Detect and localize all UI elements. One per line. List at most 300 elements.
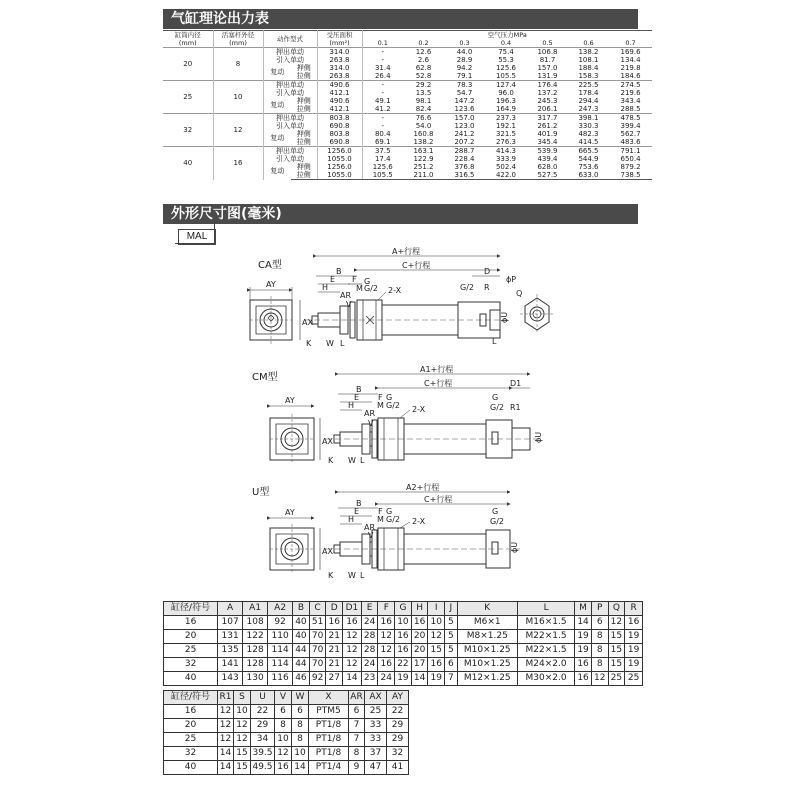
- dimension-value-cell: 143: [218, 672, 243, 686]
- force-value-cell: 105.5: [495, 72, 517, 80]
- force-value-cell: 81.7: [539, 56, 556, 64]
- dimension-value-cell: 15: [608, 644, 625, 658]
- dimension-value-cell: 9: [349, 761, 365, 775]
- force-value-cell: 241.2: [454, 130, 475, 138]
- dimension-value-cell: 28: [361, 630, 378, 644]
- drawing-ca-label: CA型: [258, 260, 282, 271]
- dimension-header-cell: B: [293, 602, 310, 616]
- u-side-view: [326, 482, 520, 580]
- ca-dim: K: [306, 339, 312, 348]
- area-cell: 1055.0: [317, 155, 362, 163]
- force-value-cell: 49.1: [374, 97, 391, 105]
- cm-dim: AY: [285, 396, 295, 405]
- force-value-cell: 106.8: [527, 48, 568, 57]
- ca-dim: L: [340, 339, 345, 348]
- force-value-cell: 82.4: [415, 105, 432, 113]
- dimension-value-cell: 92: [268, 616, 293, 630]
- cm-dim: E: [354, 393, 360, 402]
- dimension-value-cell: 108: [243, 616, 268, 630]
- dimension-value-cell: 7: [445, 672, 457, 686]
- u-dim: E: [354, 507, 360, 516]
- dimension-row: [164, 747, 409, 761]
- force-value-cell: 225.5: [568, 81, 609, 90]
- dimension-value-cell: 15: [234, 747, 251, 761]
- area-cell: 1256.0: [317, 163, 362, 171]
- dimension-value-cell: 12: [343, 630, 362, 644]
- dimension-value-cell: 8: [292, 733, 309, 747]
- u-dim: V: [368, 531, 374, 540]
- force-value-cell: 125.6: [372, 163, 393, 171]
- pressure-col: 0.6: [583, 39, 594, 47]
- rod-cell: 10: [213, 81, 263, 114]
- force-value-cell: 330.3: [578, 122, 599, 130]
- dimension-header-cell: X: [309, 691, 349, 705]
- dimension-value-cell: 7: [349, 719, 365, 733]
- dimension-value-cell: 8: [275, 719, 292, 733]
- dimension-value-cell: PTM5: [309, 705, 349, 719]
- dimension-value-cell: 14: [292, 761, 309, 775]
- force-value-cell: 75.4: [485, 48, 527, 57]
- pressure-header: 空气压力MPa: [362, 31, 652, 40]
- force-value-cell: 274.5: [609, 81, 652, 90]
- force-value-cell: 288.7: [444, 147, 485, 156]
- force-value-cell: 206.1: [537, 105, 558, 113]
- dimension-value-cell: 19: [625, 644, 643, 658]
- force-value-cell: 483.6: [620, 138, 641, 146]
- dimension-table-1: [163, 601, 643, 686]
- dimension-value-cell: 46: [293, 672, 310, 686]
- dimension-value-cell: 24: [361, 658, 378, 672]
- force-value-cell: 28.9: [456, 56, 473, 64]
- u-dim: AX: [322, 547, 333, 556]
- dimension-value-cell: 15: [608, 658, 625, 672]
- force-value-cell: 96.0: [498, 89, 514, 97]
- dimension-header-cell: E: [361, 602, 378, 616]
- dimension-header-cell: 缸径/符号: [164, 691, 218, 705]
- cm-dim: V: [368, 419, 374, 428]
- dimension-value-cell: 92: [309, 672, 326, 686]
- ca-dim: AY: [266, 280, 276, 289]
- dimension-value-cell: 23: [361, 672, 378, 686]
- dimension-row: [164, 733, 409, 747]
- drawing-ca: [250, 246, 554, 348]
- dimension-table-2: [163, 690, 409, 775]
- dimension-value-cell: M30×2.0: [517, 672, 574, 686]
- dimension-value-cell: 8: [591, 630, 608, 644]
- dimension-value-cell: 29: [387, 733, 409, 747]
- dimension-header-cell: R1: [218, 691, 234, 705]
- dimension-value-cell: 14: [575, 616, 592, 630]
- cm-dim: ϕU: [534, 431, 543, 443]
- dimension-row: [164, 644, 643, 658]
- force-section-title: 气缸理论出力表: [163, 9, 638, 29]
- force-value-cell: 169.6: [609, 48, 652, 57]
- dimension-value-cell: 34: [251, 733, 275, 747]
- force-value-cell: 62.8: [415, 64, 432, 72]
- force-value-cell: 502.4: [495, 163, 517, 171]
- dimension-value-cell: 6: [445, 658, 457, 672]
- dimension-value-cell: 19: [395, 672, 412, 686]
- dimension-header-cell: Q: [608, 602, 625, 616]
- bore-cell: 25: [163, 81, 213, 114]
- action-cell: 复动: [270, 134, 285, 142]
- ca-nut-view: [516, 289, 554, 334]
- dimension-value-cell: 16: [411, 616, 428, 630]
- dimension-value-cell: 21: [326, 630, 343, 644]
- dimension-value-cell: PT1/8: [309, 733, 349, 747]
- force-value-cell: 157.0: [537, 64, 558, 72]
- dimension-header-cell: A1: [243, 602, 268, 616]
- dimension-value-cell: 16: [343, 616, 362, 630]
- dimension-value-cell: 16: [575, 658, 592, 672]
- dimension-value-cell: 20: [411, 644, 428, 658]
- action-cell: 引入单动: [263, 89, 317, 97]
- dimension-value-cell: 12: [428, 630, 445, 644]
- dimension-value-cell: 16: [395, 644, 412, 658]
- dimension-value-cell: 131: [218, 630, 243, 644]
- u-dim: F: [378, 507, 383, 516]
- dimension-value-cell: 22: [251, 705, 275, 719]
- ca-stroke-c: C+行程: [402, 261, 431, 270]
- dimension-value-cell: 114: [268, 644, 293, 658]
- cm-dim: M: [377, 401, 384, 410]
- dimension-header-cell: F: [378, 602, 395, 616]
- dimension-header-cell: G: [395, 602, 412, 616]
- dimension-value-cell: 12: [218, 733, 234, 747]
- rod-cell: 8: [213, 48, 263, 81]
- action-cell: 引入单动: [263, 56, 317, 64]
- dimension-value-cell: 128: [243, 658, 268, 672]
- force-value-cell: 12.6: [403, 48, 444, 57]
- force-value-cell: 633.0: [568, 171, 609, 180]
- dimension-header-cell: A: [218, 602, 243, 616]
- dimension-header-cell: AX: [365, 691, 387, 705]
- dimension-value-cell: 12: [378, 630, 395, 644]
- u-dim: W: [348, 571, 356, 580]
- dimension-header-cell: H: [411, 602, 428, 616]
- force-value-cell: 79.1: [456, 72, 473, 80]
- ca-dim: 2-X: [388, 286, 402, 295]
- force-value-cell: -: [362, 81, 403, 90]
- force-value-cell: 650.4: [620, 155, 641, 163]
- action-cell: 押出单动: [263, 81, 317, 90]
- force-value-cell: 196.3: [495, 97, 517, 105]
- force-value-cell: 78.3: [444, 81, 485, 90]
- bore-cell: 32: [163, 114, 213, 147]
- cm-stroke-a: A1+行程: [420, 365, 454, 374]
- u-dim: AR: [364, 523, 376, 532]
- force-value-cell: 127.4: [485, 81, 527, 90]
- dimension-value-cell: 107: [218, 616, 243, 630]
- dimension-value-cell: 32: [387, 747, 409, 761]
- cm-dim: AX: [322, 437, 333, 446]
- dimension-value-cell: 16: [326, 616, 343, 630]
- dimension-value-cell: 12: [343, 644, 362, 658]
- dimension-value-cell: 8: [349, 747, 365, 761]
- u-stroke-a: A2+行程: [406, 483, 440, 492]
- force-value-cell: 158.3: [578, 72, 599, 80]
- dimension-value-cell: 12: [218, 705, 234, 719]
- dimension-value-cell: M16×1.5: [517, 616, 574, 630]
- dimension-value-cell: 70: [309, 630, 326, 644]
- dimension-value-cell: 19: [575, 644, 592, 658]
- dimension-value-cell: 24: [378, 672, 395, 686]
- cm-dim: 2-X: [412, 405, 426, 414]
- dimension-value-cell: 44: [293, 644, 310, 658]
- model-badge: MAL: [178, 229, 216, 245]
- drawing-u-label: U型: [252, 487, 270, 498]
- bore-size-cell: 20: [164, 630, 218, 644]
- force-value-cell: 439.4: [537, 155, 558, 163]
- dimension-value-cell: 25: [608, 672, 625, 686]
- action-cell: 引入单动: [263, 155, 317, 163]
- force-value-cell: 41.2: [374, 105, 391, 113]
- dimension-header-row: [164, 691, 409, 705]
- pressure-col: 0.4: [500, 39, 512, 47]
- force-value-cell: 321.5: [495, 130, 517, 138]
- dimension-value-cell: 24: [361, 616, 378, 630]
- dimension-value-cell: 41: [387, 761, 409, 775]
- force-value-cell: 188.4: [578, 64, 599, 72]
- cm-dim: H: [348, 401, 355, 410]
- dimension-header-cell: M: [575, 602, 592, 616]
- dimension-header-cell: AY: [387, 691, 409, 705]
- cm-dim: G/2: [490, 403, 504, 412]
- force-value-cell: 184.6: [620, 72, 641, 80]
- area-cell: 314.0: [317, 64, 362, 72]
- dimension-row: [164, 761, 409, 775]
- force-value-cell: 37.5: [362, 147, 403, 156]
- drawing-cm: [252, 364, 543, 465]
- dimension-value-cell: 5: [445, 616, 457, 630]
- area-cell: 490.6: [317, 97, 362, 105]
- force-value-cell: 164.9: [495, 105, 517, 113]
- dimension-value-cell: M22×1.5: [517, 630, 574, 644]
- dimension-value-cell: 17: [411, 658, 428, 672]
- dimension-value-cell: 21: [326, 644, 343, 658]
- force-value-cell: 163.1: [403, 147, 444, 156]
- cm-dim: K: [328, 456, 334, 465]
- force-value-cell: 176.4: [527, 81, 568, 90]
- dimension-value-cell: M8×1.25: [457, 630, 517, 644]
- dimension-row: [164, 672, 643, 686]
- bore-size-cell: 25: [164, 644, 218, 658]
- ca-dim: G: [364, 277, 371, 286]
- force-value-cell: 54.0: [415, 122, 432, 130]
- action-side-cell: 拉侧: [291, 171, 317, 180]
- force-value-cell: 288.5: [620, 105, 641, 113]
- force-value-cell: 134.4: [620, 56, 641, 64]
- u-dim: G: [386, 507, 393, 516]
- force-value-cell: 13.5: [415, 89, 432, 97]
- force-value-cell: 26.4: [374, 72, 391, 80]
- ca-dim: E: [330, 275, 336, 284]
- dimension-value-cell: 16: [378, 616, 395, 630]
- force-value-cell: 2.6: [417, 56, 430, 64]
- ca-dim: G/2: [364, 284, 378, 293]
- ca-dim: Q: [516, 289, 523, 298]
- dimension-value-cell: 12: [218, 719, 234, 733]
- dimension-value-cell: 40: [293, 630, 310, 644]
- ca-side-view: [305, 246, 516, 348]
- dimension-header-cell: AR: [349, 691, 365, 705]
- action-side-cell: 拉侧: [291, 105, 317, 114]
- dimension-value-cell: 12: [378, 644, 395, 658]
- bore-size-cell: 16: [164, 705, 218, 719]
- action-cell: 押出单动: [263, 48, 317, 57]
- dimension-value-cell: 39.5: [251, 747, 275, 761]
- dimension-value-cell: 16: [575, 672, 592, 686]
- cm-dim: G/2: [386, 401, 400, 410]
- force-value-cell: 261.2: [537, 122, 558, 130]
- dimension-value-cell: 19: [575, 630, 592, 644]
- dimension-value-cell: 5: [445, 644, 457, 658]
- dimension-value-cell: 44: [293, 658, 310, 672]
- cm-dim: G: [386, 393, 393, 402]
- cm-side-view: [326, 364, 543, 465]
- cm-dim: F: [378, 393, 383, 402]
- cm-dim: G: [492, 393, 499, 402]
- dimension-value-cell: 6: [349, 705, 365, 719]
- dimension-value-cell: 12: [591, 672, 608, 686]
- dimension-value-cell: 6: [275, 705, 292, 719]
- dimension-value-cell: 114: [268, 658, 293, 672]
- action-side-cell: 拉侧: [291, 138, 317, 147]
- force-value-cell: 401.9: [537, 130, 558, 138]
- dimension-value-cell: 29: [251, 719, 275, 733]
- ca-dim: ϕP: [506, 275, 517, 284]
- pressure-col: 0.5: [542, 39, 553, 47]
- dimension-value-cell: 22: [387, 705, 409, 719]
- force-value-cell: 237.3: [485, 114, 527, 123]
- force-value-cell: 105.5: [362, 171, 403, 180]
- rod-header-unit: (mm): [229, 39, 247, 47]
- bore-header-unit: (mm): [178, 39, 197, 47]
- force-value-cell: 54.7: [456, 89, 473, 97]
- dimension-value-cell: 12: [234, 733, 251, 747]
- action-side-cell: 拉侧: [291, 72, 317, 81]
- force-value-cell: 44.0: [444, 48, 485, 57]
- u-dim: L: [360, 571, 365, 580]
- area-header-unit: (mm²): [329, 39, 350, 47]
- dimension-value-cell: 116: [268, 672, 293, 686]
- dimension-header-cell: D1: [343, 602, 362, 616]
- dimension-header-cell: K: [457, 602, 517, 616]
- cm-dim: W: [348, 456, 356, 465]
- force-value-cell: 791.1: [609, 147, 652, 156]
- cm-dim: L: [360, 456, 365, 465]
- ca-end-view: [250, 280, 313, 344]
- u-dim: M: [377, 515, 384, 524]
- dimension-value-cell: 37: [365, 747, 387, 761]
- cm-dim: B: [356, 385, 362, 394]
- force-value-cell: 399.4: [620, 122, 641, 130]
- bore-cell: 20: [163, 48, 213, 81]
- force-value-cell: 345.4: [537, 138, 558, 146]
- dimension-value-cell: 49.5: [251, 761, 275, 775]
- dimension-value-cell: 70: [309, 658, 326, 672]
- bore-size-cell: 40: [164, 672, 218, 686]
- cm-stroke-c: C+行程: [424, 379, 453, 388]
- dimension-value-cell: M22×1.5: [517, 644, 574, 658]
- u-dim: G: [492, 507, 499, 516]
- dimension-value-cell: 16: [428, 658, 445, 672]
- force-value-cell: 29.2: [403, 81, 444, 90]
- dimension-row: [164, 719, 409, 733]
- force-value-cell: 753.6: [578, 163, 599, 171]
- dimension-value-cell: 128: [243, 644, 268, 658]
- bore-size-cell: 32: [164, 658, 218, 672]
- area-cell: 1055.0: [317, 171, 362, 180]
- dimension-value-cell: 6: [292, 705, 309, 719]
- dimension-value-cell: 25: [365, 705, 387, 719]
- force-value-cell: 98.1: [415, 97, 432, 105]
- force-value-cell: 398.1: [568, 114, 609, 123]
- dimension-value-cell: 6: [591, 616, 608, 630]
- dimension-value-cell: 20: [411, 630, 428, 644]
- action-cell: 引入单动: [263, 122, 317, 130]
- force-value-cell: 192.1: [495, 122, 517, 130]
- area-cell: 412.1: [317, 89, 362, 97]
- dimension-value-cell: PT1/8: [309, 719, 349, 733]
- u-end-view: [270, 508, 333, 574]
- force-value-cell: 294.4: [578, 97, 599, 105]
- dimension-value-cell: 130: [243, 672, 268, 686]
- force-value-cell: 738.5: [609, 171, 652, 180]
- dimension-header-cell: L: [517, 602, 574, 616]
- force-value-cell: 665.5: [568, 147, 609, 156]
- cm-dim: D1: [510, 379, 522, 388]
- force-value-cell: 317.7: [527, 114, 568, 123]
- bore-size-cell: 40: [164, 761, 218, 775]
- area-cell: 690.8: [317, 122, 362, 130]
- pressure-col: 0.7: [625, 39, 636, 47]
- dimension-value-cell: 40: [293, 616, 310, 630]
- force-value-cell: 123.6: [454, 105, 475, 113]
- force-value-cell: 544.9: [578, 155, 599, 163]
- dimension-table-1-body: [164, 602, 643, 686]
- rod-cell: 16: [213, 147, 263, 180]
- dimension-value-cell: PT1/4: [309, 761, 349, 775]
- action-cell: 复动: [270, 68, 285, 76]
- force-value-cell: -: [362, 48, 403, 57]
- dimension-value-cell: 16: [395, 630, 412, 644]
- dimension-value-cell: 5: [445, 630, 457, 644]
- dimension-value-cell: 21: [326, 658, 343, 672]
- dimension-header-cell: A2: [268, 602, 293, 616]
- force-value-cell: 219.8: [620, 64, 641, 72]
- ca-dim: AX: [302, 318, 313, 327]
- dimension-value-cell: 141: [218, 658, 243, 672]
- u-dim: G/2: [490, 517, 504, 526]
- dimension-value-cell: 135: [218, 644, 243, 658]
- pressure-col: 0.1: [377, 39, 388, 47]
- bore-size-cell: 25: [164, 733, 218, 747]
- dimension-value-cell: 16: [275, 761, 292, 775]
- area-header-label: 受压面积: [326, 31, 353, 39]
- force-value-cell: 160.8: [413, 130, 434, 138]
- force-value-cell: 138.2: [568, 48, 609, 57]
- dimension-value-cell: 51: [309, 616, 326, 630]
- action-side-cell: 押侧: [291, 64, 317, 72]
- force-value-cell: -: [362, 114, 403, 123]
- area-cell: 803.8: [317, 114, 362, 123]
- force-value-cell: 108.1: [578, 56, 599, 64]
- force-value-cell: 879.2: [620, 163, 641, 171]
- rod-cell: 12: [213, 114, 263, 147]
- force-value-cell: 478.5: [609, 114, 652, 123]
- action-side-cell: 押侧: [291, 97, 317, 105]
